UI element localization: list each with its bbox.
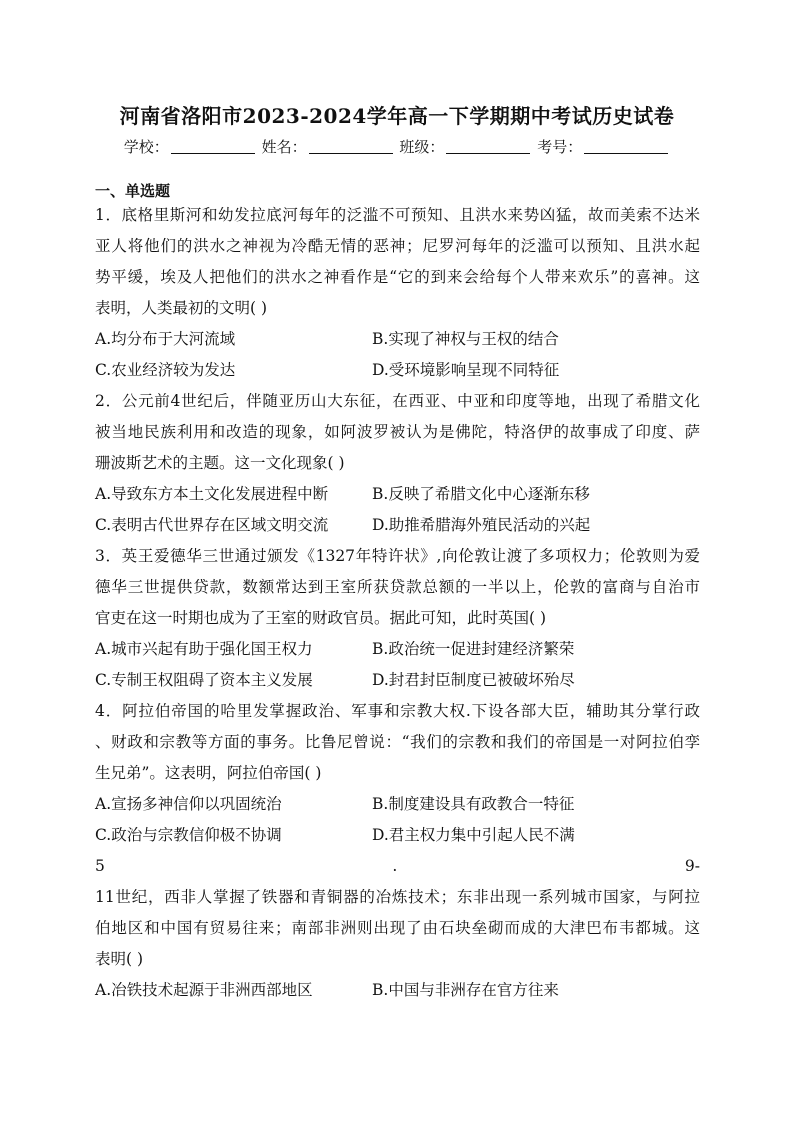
- option-b: B.政治统一促进封建经济繁荣: [372, 640, 575, 658]
- option-a: A.导致东方本土文化发展进程中断: [95, 485, 329, 503]
- student-info-row: [0, 136, 794, 157]
- question-year-fragment: 9-: [684, 857, 700, 875]
- question-line: 4．阿拉伯帝国的哈里发掌握政治、军事和宗教大权.下设各部大臣，辅助其分掌行政: [95, 702, 700, 720]
- section-heading: 一、单选题: [95, 182, 171, 200]
- question-line: 11世纪，西非人掌握了铁器和青铜器的冶炼技术；东非出现一系列城市国家，与阿拉: [95, 888, 700, 906]
- school-label: 学校：: [123, 138, 169, 156]
- option-c: C.政治与宗教信仰极不协调: [95, 826, 282, 844]
- option-b: B.实现了神权与王权的结合: [372, 330, 559, 348]
- question-line: 珊波斯艺术的主题。这一文化现象( ): [95, 454, 345, 472]
- number-label: 考号：: [537, 138, 583, 156]
- option-a: A.城市兴起有助于强化国王权力: [95, 640, 313, 658]
- question-line: 、财政和宗教等方面的事务。比鲁尼曾说：“我们的宗教和我们的帝国是一对阿拉伯孪: [95, 733, 700, 751]
- question-line: 生兄弟”。这表明，阿拉伯帝国( ): [95, 764, 322, 782]
- option-a: A.冶铁技术起源于非洲西部地区: [95, 981, 313, 999]
- option-d: D.君主权力集中引起人民不满: [372, 826, 575, 844]
- question-line: 3．英王爱德华三世通过颁发《1327年特许状》,向伦敦让渡了多项权力；伦敦则为爱: [95, 547, 700, 565]
- question-line: 官吏在这一时期也成为了王室的财政官员。据此可知，此时英国( ): [95, 609, 547, 627]
- option-a: A.宣扬多神信仰以巩固统治: [95, 795, 282, 813]
- question-line: 亚人将他们的洪水之神视为冷酷无情的恶神；尼罗河每年的泛滥可以预知、且洪水起: [95, 237, 700, 255]
- question-3: [95, 541, 700, 696]
- name-label: 姓名：: [261, 138, 307, 156]
- option-b: B.制度建设具有政教合一特征: [372, 795, 575, 813]
- question-line: 1．底格里斯河和幼发拉底河每年的泛滥不可预知、且洪水来势凶猛，故而美索不达米: [95, 206, 700, 224]
- option-b: B.中国与非洲存在官方往来: [372, 981, 559, 999]
- question-line: 2．公元前4世纪后，伴随亚历山大东征，在西亚、中亚和印度等地，出现了希腊文化: [95, 392, 700, 410]
- option-b: B.反映了希腊文化中心逐渐东移: [372, 485, 590, 503]
- question-4: [95, 696, 700, 851]
- school-blank: [171, 139, 255, 154]
- question-5: [95, 851, 700, 1006]
- question-1: [95, 200, 700, 386]
- option-d: D.封君封臣制度已被破坏殆尽: [372, 671, 575, 689]
- question-2: [95, 386, 700, 541]
- question-line: 伯地区和中国有贸易往来；南部非洲则出现了由石块垒砌而成的大津巴布韦都城。这: [95, 919, 700, 937]
- option-d: D.助推希腊海外殖民活动的兴起: [372, 516, 591, 534]
- page-title: 河南省洛阳市2023-2024学年高一下学期期中考试历史试卷: [119, 104, 675, 128]
- question-number: 5: [95, 857, 105, 875]
- question-5-split-line: [95, 851, 700, 882]
- class-label: 班级：: [399, 138, 445, 156]
- question-dot: .: [392, 857, 398, 875]
- option-a: A.均分布于大河流域: [95, 330, 236, 348]
- option-c: C.表明古代世界存在区域文明交流: [95, 516, 329, 534]
- question-line: 表明( ): [95, 950, 144, 968]
- question-line: 表明，人类最初的文明( ): [95, 299, 268, 317]
- option-d: D.受环境影响呈现不同特征: [372, 361, 560, 379]
- question-line: 被当地民族利用和改造的现象，如阿波罗被认为是佛陀，特洛伊的故事成了印度、萨: [95, 423, 700, 441]
- name-blank: [309, 139, 393, 154]
- class-blank: [446, 139, 530, 154]
- question-line: 德华三世提供贷款，数额常达到王室所获贷款总额的一半以上，伦敦的富商与自治市: [95, 578, 700, 596]
- number-blank: [584, 139, 668, 154]
- option-c: C.专制王权阻碍了资本主义发展: [95, 671, 313, 689]
- question-line: 势平缓，埃及人把他们的洪水之神看作是“它的到来会给每个人带来欢乐”的喜神。这: [95, 268, 700, 286]
- option-c: C.农业经济较为发达: [95, 361, 236, 379]
